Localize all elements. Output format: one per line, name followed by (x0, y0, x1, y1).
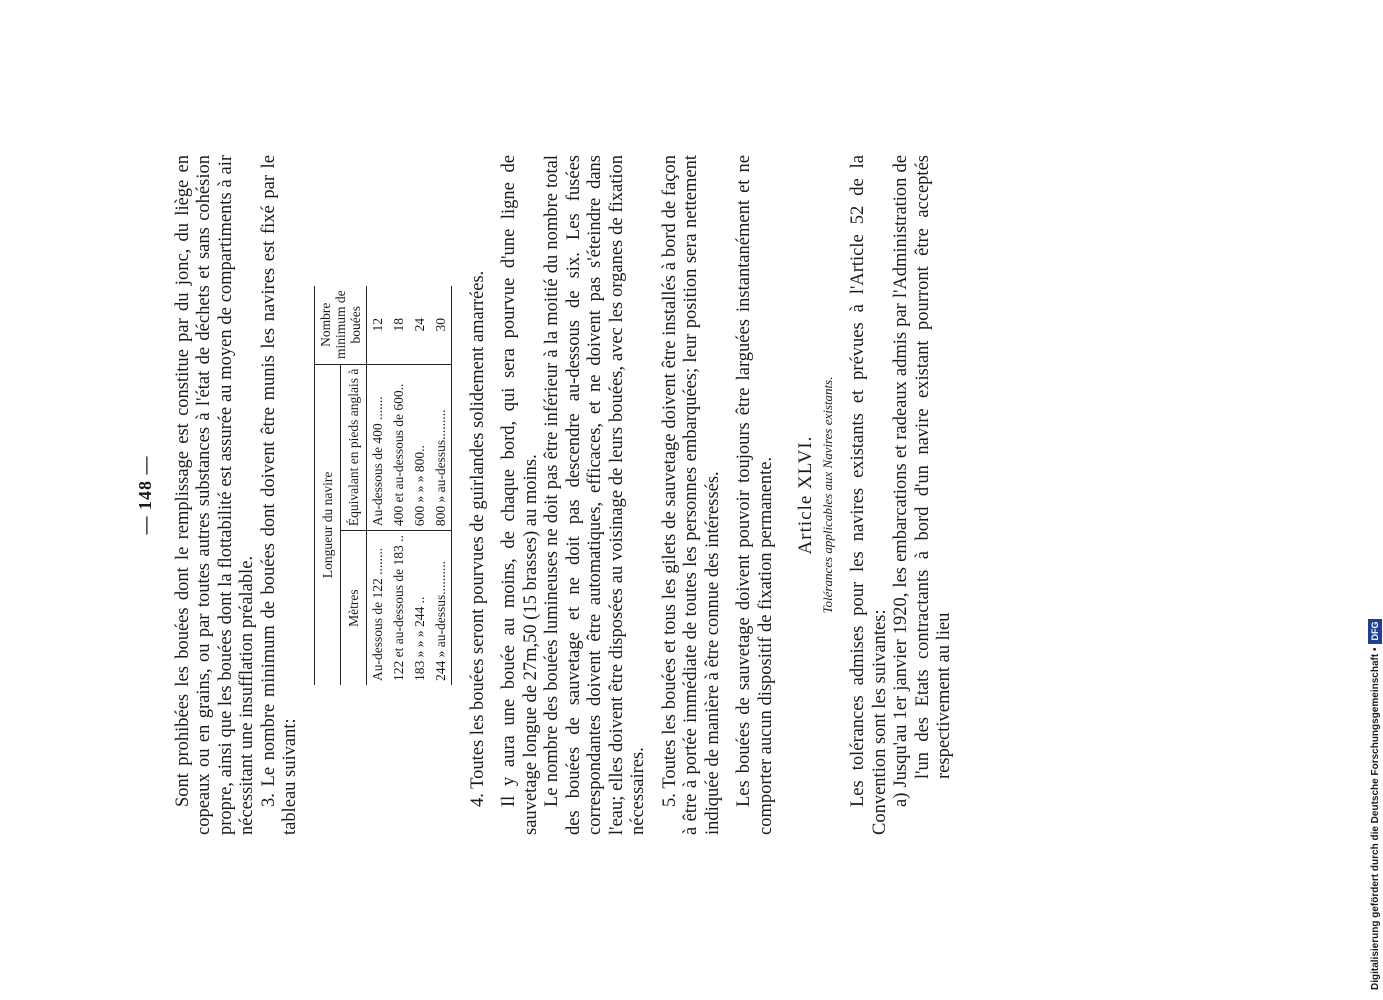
paragraph: 5. Toutes les bouées et tous les gilets de sauvetage doivent être installés à bord de façon à être à portée immédiate de toutes les personnes embarquées; leur position sera nettement indiquée de manière à être connue des intéressés. (659, 155, 723, 835)
paragraph: 3. Le nombre minimum de bouées dont doivent être munis les navires est fixé par le tableau suivant: (258, 155, 300, 835)
paragraph: 4. Toutes les bouées seront pourvues de guirlandes solidement amarrées. (467, 270, 488, 807)
table-row: 183 » » » 244 .. 600 » » » 800.. 24 (409, 286, 430, 685)
paragraph: Les tolérances admises pour les navires existants et prévues à l'Article 52 de la Convention sont les suivantes: (848, 155, 890, 835)
credit-text: Digitalisierung gefördert durch die Deutsche Forschungsgemeinschaft • (1370, 647, 1381, 990)
paragraph: Sont prohibées les bouées dont le remplissage est constitue par du jonc, du liège en copeaux ou en grains, ou par toutes autres substances à l'état de déchets et sans cohésion propre, ainsi que les bouées dont la flottabilité est assurée au moyen de compartiments à air nécessitant une insufflation préalable. (172, 155, 257, 835)
table-row: 244 » au-dessus.......... 800 » au-dessus......... 30 (430, 286, 452, 685)
article-subtitle: Tolérances applicables aux Navires existants. (819, 376, 835, 614)
table-header-group: Longueur du navire (314, 364, 340, 685)
table-row: Au-dessous de 122 ........ Au-dessous de 400 ....... 12 (366, 286, 388, 685)
paragraph: Le nombre des bouées lumineuses ne doit pas être inférieur à la moitié du nombre total des bouées de sauvetage et ne doit pas descendre au-dessous de six. Les fusées correspondantes doivent être automatiques, efficaces, et ne doivent pas s'éteindre dans l'eau; elles doivent être disposées au voisinage de leurs bouées, avec les organes de fixation nécessaires. (542, 155, 648, 835)
page-number: — 148 — (135, 455, 155, 535)
table-header-pieds: Équivalant en pieds anglais à (340, 364, 366, 530)
dfg-logo: DFG (1368, 619, 1382, 644)
paragraph: Il y aura une bouée au moins, de chaque bord, qui sera pourvue d'une ligne de sauvetage longue de 27m,50 (15 brasses) au moins. (499, 155, 541, 835)
paragraph: Les bouées de sauvetage doivent pouvoir toujours être larguées instantanément et ne comporter aucun dispositif de fixation permanente. (734, 155, 776, 835)
table-header-nombre: Nombre minimum de bouées (317, 290, 363, 359)
digitization-credit (1368, 0, 1383, 990)
buoy-table (314, 155, 452, 685)
table-header-metres: Mètres (340, 531, 366, 685)
document-page (135, 155, 954, 835)
article-title: Article XLVI. (795, 435, 816, 555)
table-row: 122 et au-dessous de 183 .. 400 et au-dessous de 600.. 18 (388, 286, 409, 685)
paragraph: a) Jusqu'au 1er janvier 1920, les embarcations et radeaux admis par l'Administration de l'un des Etats contractants à bord d'un navire existant pourront être acceptés respectivement au lieu (891, 155, 954, 807)
